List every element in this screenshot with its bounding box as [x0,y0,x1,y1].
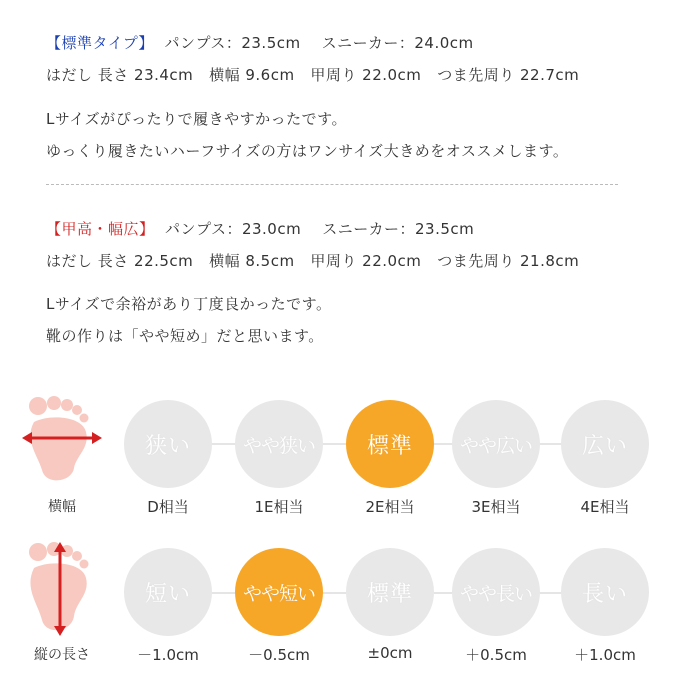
section-b-shoe-sizes: パンプス：23.0cm スニーカー：23.5cm [154,220,475,238]
width-sub-3e: 3E相当 [471,498,521,516]
section-b-comment-2: 靴の作りは「やや短め」だと思います。 [46,327,324,345]
width-option-slightly-narrow[interactable] [235,400,323,488]
foot-length-icon [20,540,104,640]
length-scale-label: 縦の長さ [34,647,90,663]
length-sub-plus-05: ＋0.5cm [465,646,527,664]
width-option-narrow-label: 狭い [144,433,191,459]
width-option-wide[interactable] [561,400,649,488]
length-option-short-label: 短い [144,581,191,607]
width-sub-d: D相当 [147,498,189,516]
length-sub-minus-1: －1.0cm [137,646,199,664]
length-option-slightly-short-label: やや短い [242,582,315,605]
length-option-short[interactable] [124,548,212,636]
width-sub-4e: 4E相当 [580,498,630,516]
section-a-line1 [46,32,474,53]
section-a-shoe-sizes: パンプス：23.5cm スニーカー：24.0cm [153,34,474,52]
section-b-barefoot: はだし 長さ 22.5cm 横幅 8.5cm 甲周り 22.0cm つま先周り 21.8cm [46,252,580,270]
length-option-slightly-short[interactable] [235,548,323,636]
width-option-slightly-wide-label: やや広い [459,434,532,457]
foot-width-icon [20,396,104,486]
width-option-standard[interactable] [346,400,434,488]
width-scale-label: 横幅 [48,499,76,515]
section-a-tag: 【標準タイプ】 [46,34,154,52]
width-option-slightly-wide[interactable] [452,400,540,488]
length-option-standard[interactable] [346,548,434,636]
length-option-slightly-long-label: やや長い [459,582,532,605]
section-b-tag: 【甲高・幅広】 [46,220,155,238]
length-option-standard-label: 標準 [366,581,413,607]
width-option-wide-label: 広い [581,433,628,459]
width-option-standard-label: 標準 [366,433,413,459]
width-sub-1e: 1E相当 [254,498,304,516]
length-option-long-label: 長い [581,581,628,607]
length-sub-zero: ±0cm [367,644,413,662]
section-b-comment-1: Lサイズで余裕があり丁度良かったです。 [46,295,332,313]
width-option-slightly-narrow-label: やや狭い [242,434,315,457]
section-a-barefoot: はだし 長さ 23.4cm 横幅 9.6cm 甲周り 22.0cm つま先周り 22.7cm [46,66,580,84]
section-b-line1 [46,218,474,239]
width-sub-2e: 2E相当 [365,498,415,516]
length-sub-plus-1: ＋1.0cm [574,646,636,664]
width-option-narrow[interactable] [124,400,212,488]
section-a-comment-2: ゆっくり履きたいハーフサイズの方はワンサイズ大きめをオススメします。 [46,142,569,160]
length-option-long[interactable] [561,548,649,636]
section-a-comment-1: Lサイズがぴったりで履きやすかったです。 [46,110,347,128]
length-sub-minus-05: －0.5cm [248,646,310,664]
dashed-divider [46,184,618,185]
length-option-slightly-long[interactable] [452,548,540,636]
